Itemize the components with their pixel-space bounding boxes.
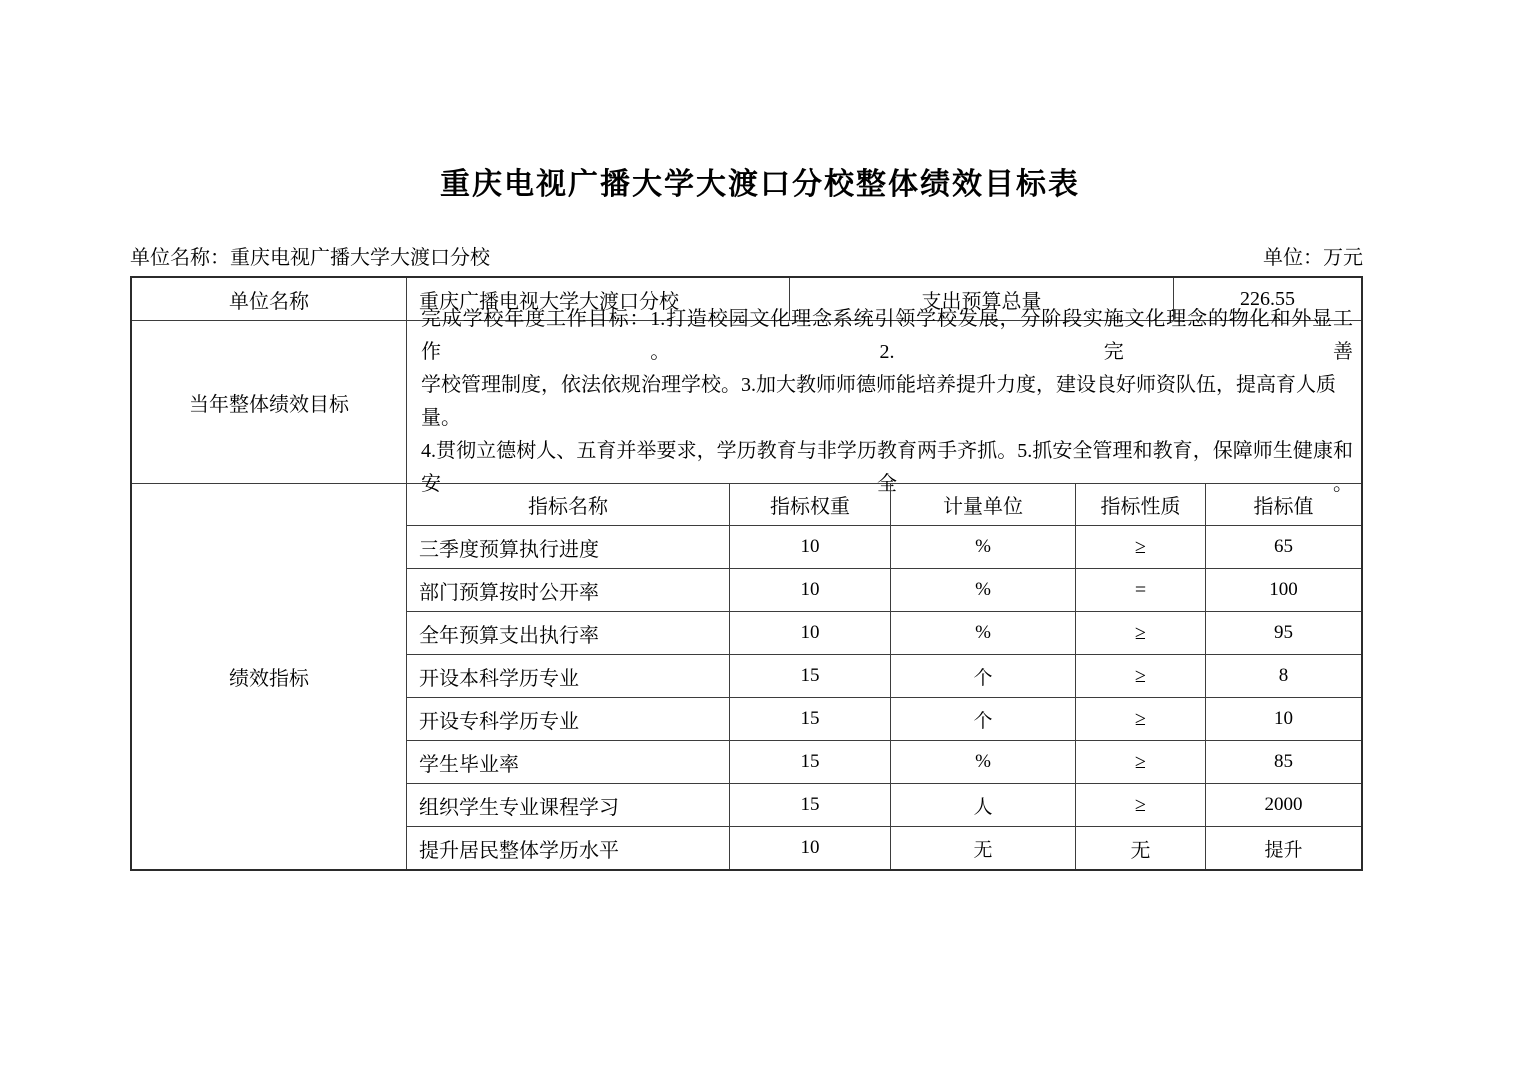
indicator-nature-cell: ≥: [1076, 741, 1206, 783]
indicator-weight-cell: 10: [730, 612, 891, 654]
indicator-row: [407, 741, 1361, 784]
indicator-nature-cell: 无: [1076, 827, 1206, 869]
indicator-row: [407, 526, 1361, 569]
goal-line: 完成学校年度工作目标：1.打造校园文化理念系统引领学校发展，分阶段实施文化理念的物化和外显工作。2.完善: [421, 308, 1353, 363]
indicator-unit-cell: %: [891, 741, 1076, 783]
indicators-subtable: [407, 484, 1361, 869]
indicator-row: [407, 827, 1361, 869]
indicator-weight-cell: 10: [730, 827, 891, 869]
goal-line: 学校管理制度，依法依规治理学校。3.加大教师师德师能培养提升力度，建设良好师资队伍，提高育人质量。: [421, 374, 1336, 429]
indicator-header-row: [407, 484, 1361, 526]
indicator-name-cell: 学生毕业率: [407, 741, 730, 783]
indicator-row: [407, 569, 1361, 612]
indicator-name-cell: 开设本科学历专业: [407, 655, 730, 697]
goal-line: 4.贯彻立德树人、五育并举要求，学历教育与非学历教育两手齐抓。5.抓安全管理和教育，保障师生健康和安全。: [421, 440, 1353, 495]
indicator-row: [407, 698, 1361, 741]
indicator-value-cell: 65: [1274, 536, 1293, 557]
indicator-name-cell: 全年预算支出执行率: [407, 612, 730, 654]
indicator-header-weight: 指标权重: [730, 484, 891, 525]
indicator-nature-cell: ≥: [1076, 784, 1206, 826]
budget-total-label-cell: 支出预算总量: [790, 278, 1174, 320]
indicator-name-cell: 三季度预算执行进度: [407, 526, 730, 568]
indicator-name-cell: 部门预算按时公开率: [407, 569, 730, 611]
indicator-name-cell: 提升居民整体学历水平: [407, 827, 730, 869]
indicators-section: [132, 484, 1361, 869]
indicator-nature-cell: ≥: [1076, 655, 1206, 697]
indicator-weight-cell: 15: [730, 784, 891, 826]
indicator-nature-cell: ≥: [1076, 698, 1206, 740]
indicator-weight-cell: 10: [730, 526, 891, 568]
indicator-row: [407, 784, 1361, 827]
indicator-unit-cell: 无: [891, 827, 1076, 869]
indicator-value-cell: 100: [1269, 579, 1298, 600]
indicator-value-cell: 2000: [1264, 794, 1303, 815]
indicator-header-unit: 计量单位: [891, 484, 1076, 525]
indicator-unit-cell: %: [891, 569, 1076, 611]
indicator-nature-cell: ≥: [1076, 526, 1206, 568]
indicator-unit-cell: 个: [891, 655, 1076, 697]
budget-total-value-cell: 226.55: [1240, 287, 1295, 310]
indicator-unit-cell: 人: [891, 784, 1076, 826]
meta-row: [130, 246, 1363, 270]
indicator-row: [407, 655, 1361, 698]
annual-goal-label-cell: 当年整体绩效目标: [132, 321, 407, 483]
indicator-value-cell: 提升: [1264, 839, 1303, 861]
currency-unit-caption: 单位：万元: [1263, 247, 1363, 269]
indicator-name-cell: 组织学生专业课程学习: [407, 784, 730, 826]
unit-name-label-cell: 单位名称: [132, 278, 407, 320]
indicator-header-value: 指标值: [1253, 496, 1314, 518]
unit-name-caption: 单位名称：重庆电视广播大学大渡口分校: [130, 247, 490, 269]
indicator-weight-cell: 15: [730, 655, 891, 697]
indicator-unit-cell: %: [891, 612, 1076, 654]
indicator-unit-cell: 个: [891, 698, 1076, 740]
indicator-value-cell: 95: [1274, 622, 1293, 643]
indicator-value-cell: 10: [1274, 708, 1293, 729]
annual-goal-text-cell: [407, 308, 1361, 495]
indicator-value-cell: 85: [1274, 751, 1293, 772]
unit-name-value-cell: 重庆广播电视大学大渡口分校: [407, 278, 790, 320]
indicator-header-name: 指标名称: [407, 484, 730, 525]
indicator-value-cell: 8: [1278, 665, 1289, 686]
page-title: 重庆电视广播大学大渡口分校整体绩效目标表: [440, 167, 1080, 202]
annual-goal-row: [132, 308, 1361, 495]
indicator-weight-cell: 15: [730, 741, 891, 783]
indicator-weight-cell: 15: [730, 698, 891, 740]
indicator-name-cell: 开设专科学历专业: [407, 698, 730, 740]
performance-target-table: [130, 276, 1363, 871]
indicators-label-cell: 绩效指标: [132, 484, 407, 869]
indicator-unit-cell: %: [891, 526, 1076, 568]
indicator-nature-cell: =: [1076, 569, 1206, 611]
indicator-header-nature: 指标性质: [1076, 484, 1206, 525]
indicator-row: [407, 612, 1361, 655]
indicator-nature-cell: ≥: [1076, 612, 1206, 654]
indicator-weight-cell: 10: [730, 569, 891, 611]
